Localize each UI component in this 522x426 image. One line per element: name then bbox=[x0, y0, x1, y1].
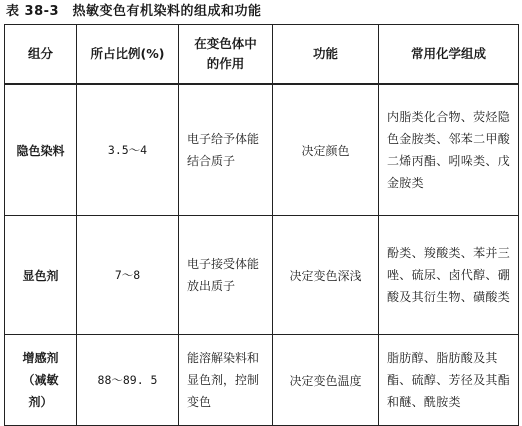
table-header-row bbox=[5, 25, 519, 85]
cell-component-line: （减敏 bbox=[22, 373, 59, 387]
cell-role: 能溶解染料和显色剂，控制变色 bbox=[179, 335, 273, 426]
cell-component bbox=[5, 335, 77, 426]
header-role-line2: 的作用 bbox=[206, 56, 245, 71]
composition-table bbox=[4, 24, 519, 426]
cell-component-line: 增感剂 bbox=[22, 351, 59, 365]
cell-chemicals: 内脂类化合物、荧烃隐色金胺类、邻苯二甲酸二烯丙酯、吲哚类、戊金胺类 bbox=[379, 84, 519, 216]
cell-function: 决定变色深浅 bbox=[273, 216, 379, 335]
cell-function: 决定变色温度 bbox=[273, 335, 379, 426]
cell-component: 显色剂 bbox=[5, 216, 77, 335]
table-row bbox=[5, 335, 519, 426]
cell-chemicals: 脂肪醇、脂肪酸及其酯、硫醇、芳径及其酯和醚、酰胺类 bbox=[379, 335, 519, 426]
cell-component: 隐色染料 bbox=[5, 84, 77, 216]
cell-ratio: 88～89. 5 bbox=[77, 335, 179, 426]
header-ratio: 所占比例(%) bbox=[77, 25, 179, 85]
header-chemicals: 常用化学组成 bbox=[379, 25, 519, 85]
cell-ratio: 3.5～4 bbox=[77, 84, 179, 216]
header-function: 功能 bbox=[273, 25, 379, 85]
header-component: 组分 bbox=[5, 25, 77, 85]
cell-ratio: 7～8 bbox=[77, 216, 179, 335]
cell-chemicals: 酚类、羧酸类、苯并三唑、硫尿、卤代醇、硼酸及其衍生物、磺酸类 bbox=[379, 216, 519, 335]
cell-role: 电子给予体能结合质子 bbox=[179, 84, 273, 216]
table-row bbox=[5, 216, 519, 335]
cell-component-line: 剂） bbox=[28, 395, 53, 409]
cell-role: 电子接受体能放出质子 bbox=[179, 216, 273, 335]
table-caption: 表 38-3 热敏变色有机染料的组成和功能 bbox=[6, 4, 262, 19]
header-role bbox=[179, 25, 273, 85]
header-role-line1: 在变色体中 bbox=[194, 36, 257, 51]
cell-function: 决定颜色 bbox=[273, 84, 379, 216]
table-row bbox=[5, 84, 519, 216]
